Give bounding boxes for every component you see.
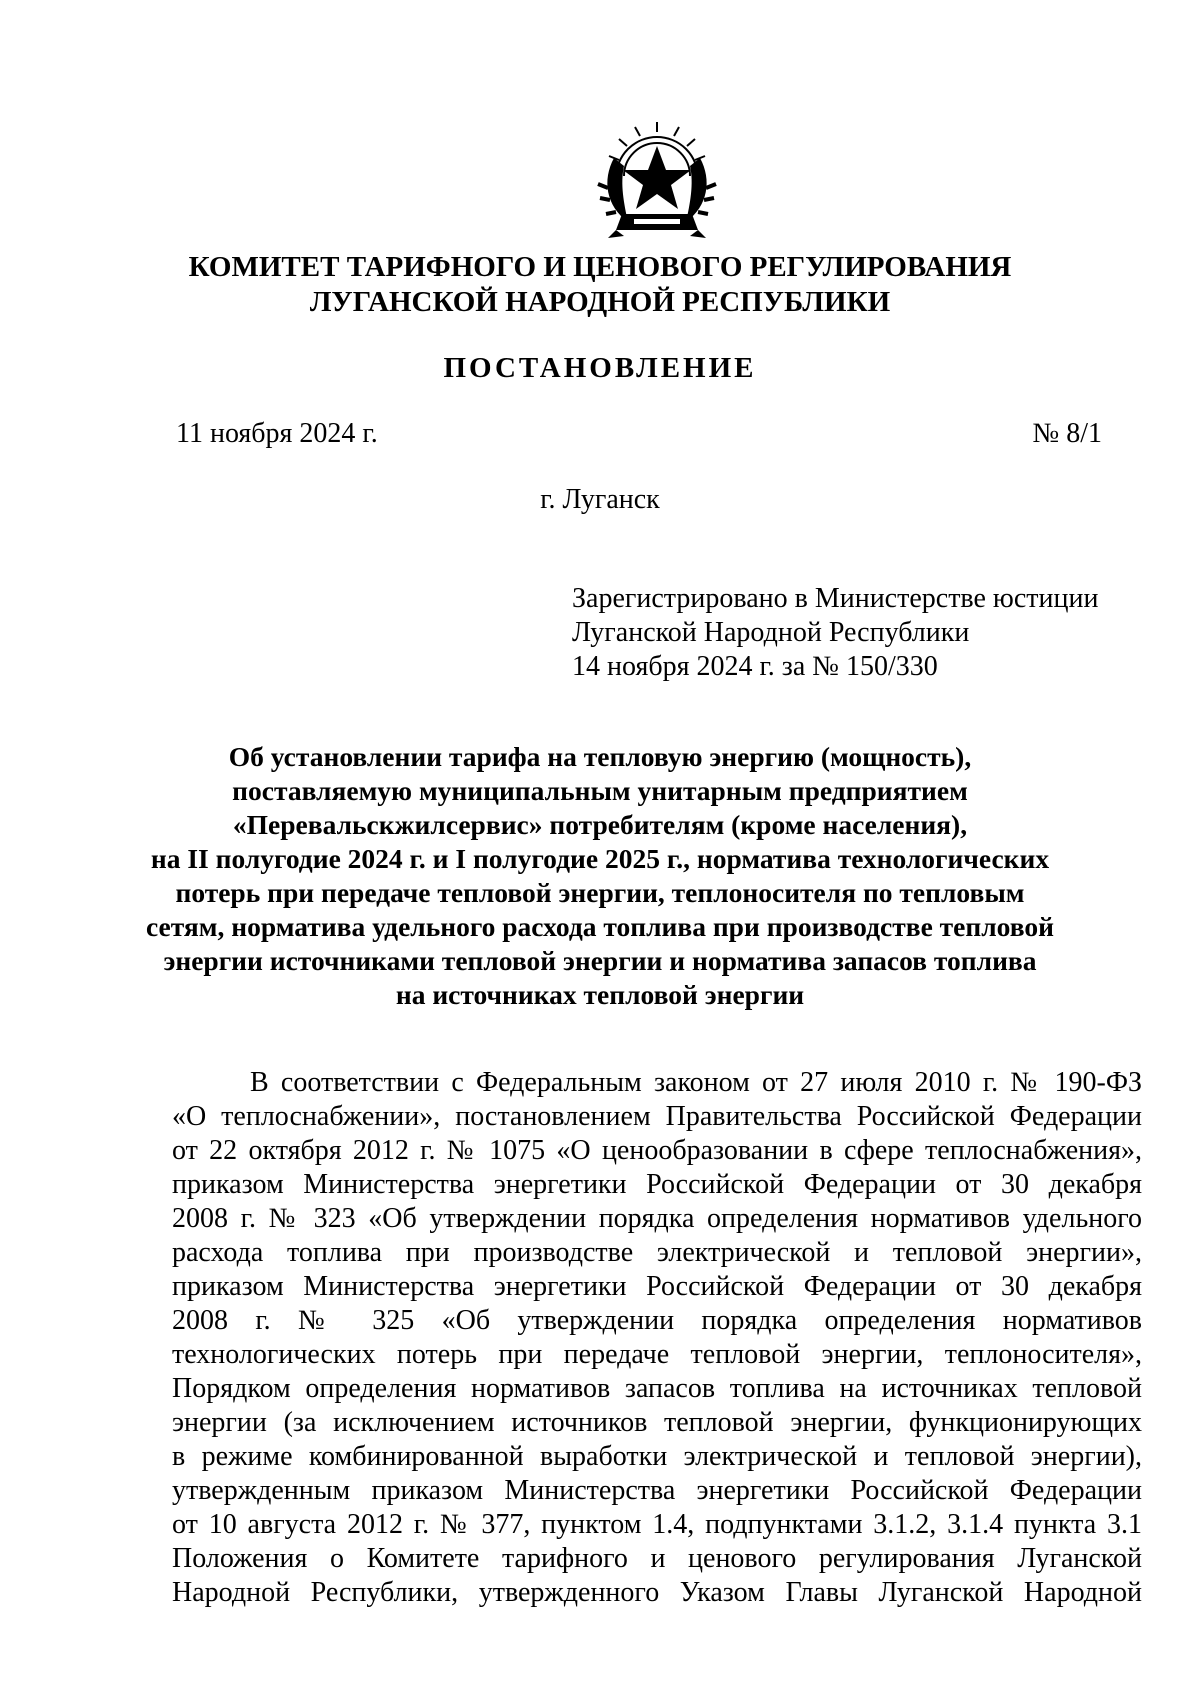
title-line: «Перевальскжилсервис» потребителям (кроме населения),: [232, 809, 968, 840]
body-line: В соответствии с Федеральным законом от 27 июля 2010 г. № 190-ФЗ: [250, 1067, 1142, 1098]
committee-line-2: ЛУГАНСКОЙ НАРОДНОЙ РЕСПУБЛИКИ: [309, 286, 891, 318]
registration-line-1: Зарегистрировано в Министерстве юстиции: [572, 583, 1099, 614]
committee-line-1: КОМИТЕТ ТАРИФНОГО И ЦЕНОВОГО РЕГУЛИРОВАНИЯ: [188, 251, 1012, 283]
document-number: № 8/1: [1032, 418, 1102, 449]
body-line: 2008 г. № 325 «Об утверждении порядка определения нормативов: [172, 1305, 1142, 1336]
document-title: [0, 740, 1200, 1012]
committee-name: [0, 250, 1200, 320]
body-line: Народной Республики, утвержденного Указом Главы Луганской Народной: [172, 1577, 1142, 1608]
body-line: от 22 октября 2012 г. № 1075 «О ценообразовании в сфере теплоснабжения»,: [172, 1135, 1142, 1166]
body-line: расхода топлива при производстве электрической и тепловой энергии»,: [172, 1237, 1142, 1268]
registration-line-2: Луганской Народной Республики: [572, 617, 970, 648]
body-line: «О теплоснабжении», постановлением Правительства Российской Федерации: [172, 1101, 1142, 1132]
registration-note: [572, 582, 1098, 684]
document-type: ПОСТАНОВЛЕНИЕ: [443, 352, 757, 384]
document-city: г. Луганск: [540, 484, 660, 515]
title-line: на II полугодие 2024 г. и I полугодие 2025 г., норматива технологических: [150, 843, 1050, 874]
title-line: энергии источниками тепловой энергии и норматива запасов топлива: [163, 945, 1037, 976]
body-line: энергии (за исключением источников тепловой энергии, функционирующих: [172, 1407, 1142, 1438]
document-date: 11 ноября 2024 г.: [176, 418, 378, 449]
body-line: приказом Министерства энергетики Российской Федерации от 30 декабря: [172, 1169, 1142, 1200]
body-line: в режиме комбинированной выработки электрической и тепловой энергии),: [172, 1441, 1142, 1472]
coat-of-arms-icon: [594, 118, 720, 242]
title-line: на источниках тепловой энергии: [395, 979, 805, 1010]
title-line: Об установлении тарифа на тепловую энергию (мощность),: [228, 741, 972, 772]
title-line: сетям, норматива удельного расхода топлива при производстве тепловой: [146, 911, 1054, 942]
body-line: приказом Министерства энергетики Российской Федерации от 30 декабря: [172, 1271, 1142, 1302]
body-line: Порядком определения нормативов запасов топлива на источниках тепловой: [172, 1373, 1142, 1404]
title-line: потерь при передаче тепловой энергии, теплоносителя по тепловым: [175, 877, 1025, 908]
body-line: технологических потерь при передаче тепловой энергии, теплоносителя»,: [172, 1339, 1142, 1370]
body-paragraph: [172, 1066, 1142, 1610]
registration-line-3: 14 ноября 2024 г. за № 150/330: [572, 651, 938, 682]
title-line: поставляемую муниципальным унитарным предприятием: [232, 775, 968, 806]
body-line: 2008 г. № 323 «Об утверждении порядка определения нормативов удельного: [172, 1203, 1142, 1234]
body-line: Положения о Комитете тарифного и ценового регулирования Луганской: [172, 1543, 1142, 1574]
body-line: утвержденным приказом Министерства энергетики Российской Федерации: [172, 1475, 1142, 1506]
body-line: от 10 августа 2012 г. № 377, пунктом 1.4, подпунктами 3.1.2, 3.1.4 пункта 3.1: [172, 1509, 1142, 1540]
